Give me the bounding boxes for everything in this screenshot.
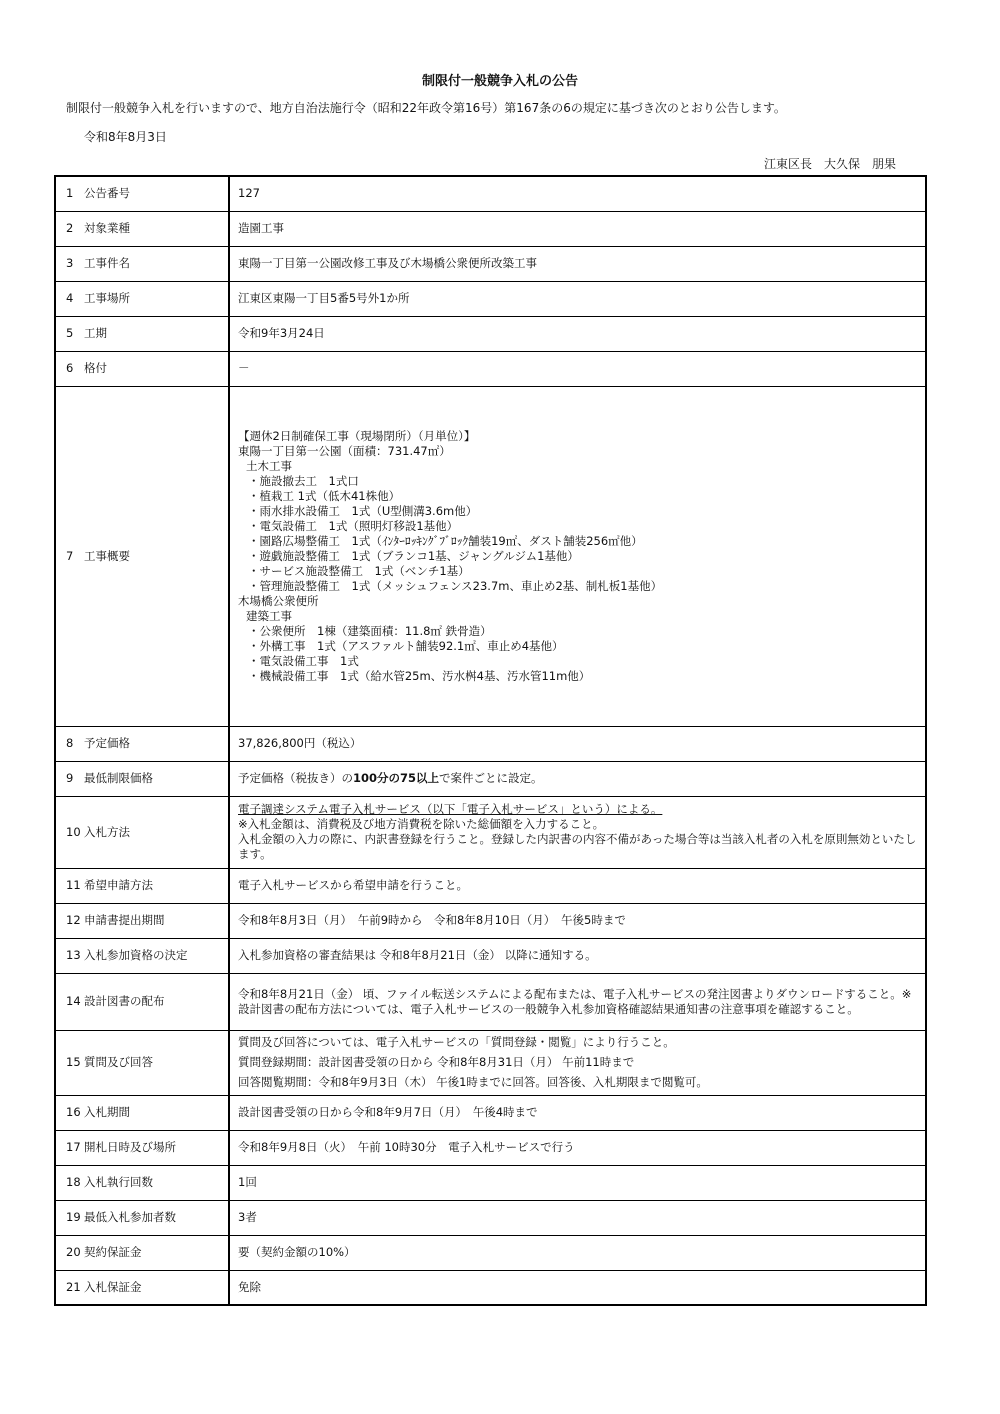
row-value: 予定価格（税抜き）の100分の75以上で案件ごとに設定。	[229, 761, 926, 796]
row-label: 2 対象業種	[55, 211, 229, 246]
table-row	[55, 1270, 926, 1305]
row-value: 3者	[229, 1200, 926, 1235]
row-value: 127	[229, 176, 926, 211]
row-label: 20 契約保証金	[55, 1235, 229, 1270]
row-label: 17 開札日時及び場所	[55, 1130, 229, 1165]
table-row	[55, 1030, 926, 1095]
table-row	[55, 1165, 926, 1200]
row-label: 19 最低入札参加者数	[55, 1200, 229, 1235]
table-row	[55, 1130, 926, 1165]
row-value: 免除	[229, 1270, 926, 1305]
signer: 江東区長 大久保 朋果	[763, 157, 896, 171]
row-value: 電子入札サービスから希望申請を行うこと。	[229, 868, 926, 903]
row-value: 令和8年8月21日（金） 頃、ファイル転送システムによる配布または、電子入札サービスの発注図書よりダウンロードすること。※設計図書の配布方法については、電子入札サービスの一般競争入札参加資格確認結果通知書の注意事項を確認すること。	[229, 973, 926, 1030]
row-label: 11 希望申請方法	[55, 868, 229, 903]
row-label: 8 予定価格	[55, 726, 229, 761]
table-row	[55, 938, 926, 973]
row-label: 1 公告番号	[55, 176, 229, 211]
table-row	[55, 316, 926, 351]
row-value: 設計図書受領の日から令和8年9月7日（月） 午後4時まで	[229, 1095, 926, 1130]
row-value: 令和9年3月24日	[229, 316, 926, 351]
notice-table	[54, 175, 927, 1306]
row-label: 18 入札執行回数	[55, 1165, 229, 1200]
row-label: 12 申請書提出期間	[55, 903, 229, 938]
row-label: 14 設計図書の配布	[55, 973, 229, 1030]
intro-text: 制限付一般競争入札を行いますので、地方自治法施行令（昭和22年政令第16号）第167条の6の規定に基づき次のとおり公告します。	[66, 101, 786, 115]
table-row	[55, 211, 926, 246]
row-label: 4 工事場所	[55, 281, 229, 316]
row-label: 6 格付	[55, 351, 229, 386]
row-value: 造園工事	[229, 211, 926, 246]
row-value: 入札参加資格の審査結果は 令和8年8月21日（金） 以降に通知する。	[229, 938, 926, 973]
row-value: 電子調達システム電子入札サービス（以下「電子入札サービス」という）による。 ※入札金額は、消費税及び地方消費税を除いた総価額を入力すること。 入札金額の入力の際に、内訳書登録を行うこと。登録した内訳書の内容不備があった場合等は当該入札者の入札を原則無効といたします。	[229, 796, 926, 868]
table-row	[55, 1200, 926, 1235]
table-row	[55, 726, 926, 761]
table-row	[55, 1235, 926, 1270]
row-value: 東陽一丁目第一公園改修工事及び木場橋公衆便所改築工事	[229, 246, 926, 281]
table-row	[55, 176, 926, 211]
row-label: 15 質問及び回答	[55, 1030, 229, 1095]
row-value: 令和8年9月8日（火） 午前 10時30分 電子入札サービスで行う	[229, 1130, 926, 1165]
table-row	[55, 351, 926, 386]
row-value: 江東区東陽一丁目5番5号外1か所	[229, 281, 926, 316]
row-label: 5 工期	[55, 316, 229, 351]
row-label: 3 工事件名	[55, 246, 229, 281]
row-label: 9 最低制限価格	[55, 761, 229, 796]
row-label: 7 工事概要	[55, 386, 229, 726]
row-label: 16 入札期間	[55, 1095, 229, 1130]
row-value: 質問及び回答については、電子入札サービスの「質問登録・閲覧」により行うこと。 質問登録期間：設計図書受領の日から 令和8年8月31日（月） 午前11時まで 回答閲覧期間：令和8年9月3日（木） 午後1時までに回答。回答後、入札期限まで閲覧可。	[229, 1030, 926, 1095]
row-value: 要（契約金額の10%）	[229, 1235, 926, 1270]
work-summary: 【週休2日制確保工事（現場閉所）（月単位）】 東陽一丁目第一公園（面積：731.47㎡） 土木工事 ・施設撤去工 1式口 ・植栽工 1式（低木41株他） ・雨水排水設備工 1式（U型側溝3.6m他） ・電気設備工 1式（照明灯移設1基他） ・園路広場整備工 1式（ｲﾝﾀｰﾛｯｷﾝｸﾞﾌﾞﾛｯｸ舗装19㎡、ダスト舗装256㎡他） ・遊戯施設整備工 1式（ブランコ1基、ジャングルジム1基他） ・サービス施設整備工 1式（ベンチ1基） ・管理施設整備工 1式（メッシュフェンス23.7m、車止め2基、制札板1基他） 木場橋公衆便所 建築工事 ・公衆便所 1棟（建築面積：11.8㎡ 鉄骨造） ・外構工事 1式（アスファルト舗装92.1㎡、車止め4基他） ・電気設備工事 1式 ・機械設備工事 1式（給水管25m、汚水桝4基、汚水管11m他）	[229, 386, 926, 726]
table-row	[55, 246, 926, 281]
row-label: 10 入札方法	[55, 796, 229, 868]
table-row	[55, 903, 926, 938]
table-row	[55, 973, 926, 1030]
row-value: 令和8年8月3日（月） 午前9時から 令和8年8月10日（月） 午後5時まで	[229, 903, 926, 938]
row-label: 13 入札参加資格の決定	[55, 938, 229, 973]
table-row	[55, 761, 926, 796]
row-label: 21 入札保証金	[55, 1270, 229, 1305]
row-value: 37,826,800円（税込）	[229, 726, 926, 761]
row-value: －	[229, 351, 926, 386]
notice-date: 令和8年8月3日	[84, 130, 167, 144]
table-row	[55, 1095, 926, 1130]
table-row	[55, 868, 926, 903]
notice-title: 制限付一般競争入札の公告	[421, 74, 578, 89]
table-row	[55, 281, 926, 316]
table-row	[55, 796, 926, 868]
table-row	[55, 386, 926, 726]
row-value: 1回	[229, 1165, 926, 1200]
